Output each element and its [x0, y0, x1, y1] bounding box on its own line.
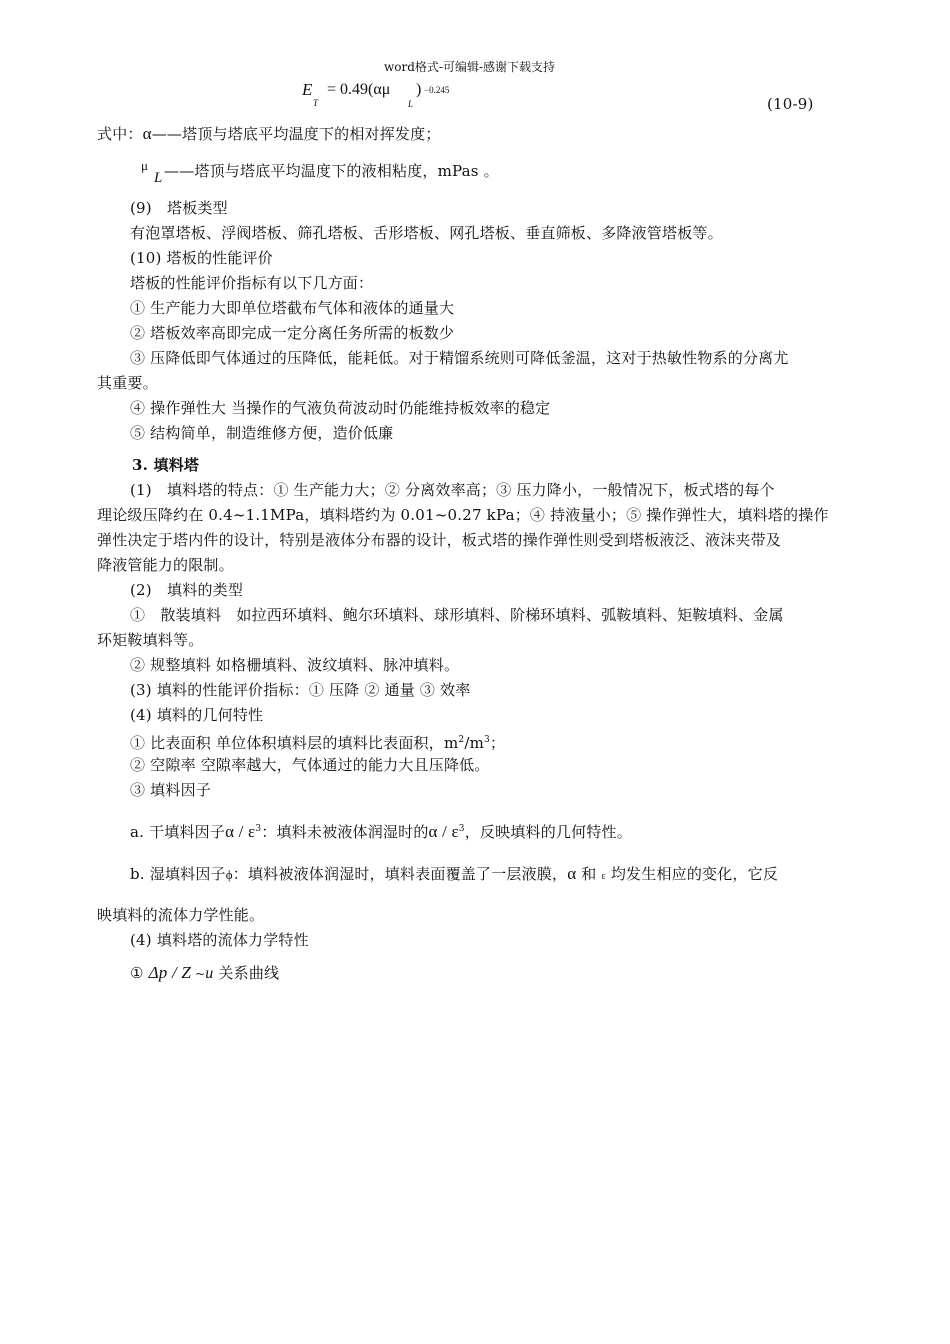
section-heading: [132, 455, 199, 475]
packed-features-line-3: 弹性决定于塔内件的设计，特别是液体分布器的设计，板式塔的操作弹性则受到塔板液泛、液沫夹带及: [97, 531, 782, 549]
dry-factor-label: a. 干填料因子: [130, 823, 226, 841]
wet-factor-label: b. 湿填料因子: [130, 865, 226, 883]
epsilon-exponent: 3: [255, 824, 262, 834]
random-packing: ① 散装填料 如拉西环填料、鲍尔环填料、球形填料、阶梯环填料、弧鞍填料、矩鞍填料、金属: [130, 606, 784, 624]
specific-surface-area: [130, 730, 505, 753]
definition-prefix: 式中：: [97, 125, 143, 143]
voidage: ② 空隙率 空隙率越大，气体通过的能力大且压降低。: [130, 756, 490, 774]
delta-p-over-z: Δp / Z: [148, 963, 191, 982]
wet-factor-end: 均发生相应的变化，它反: [605, 865, 779, 883]
alpha-over-epsilon-2: α / ε: [428, 822, 459, 841]
definition-mu-text: ——塔顶与塔底平均温度下的液相粘度，mPas 。: [164, 162, 499, 180]
packing-factor-heading: ③ 填料因子: [130, 781, 211, 799]
definition-alpha: [97, 124, 441, 144]
packing-type-heading: (2) 填料的类型: [130, 581, 244, 599]
tray-criterion-1: ① 生产能力大即单位塔截布气体和液体的通量大: [130, 299, 455, 317]
formula-close-paren: ): [416, 81, 422, 98]
random-packing-cont: 环矩鞍填料等。: [97, 631, 204, 649]
hydrodynamics-heading: (4) 填料塔的流体力学特性: [130, 931, 309, 949]
dry-factor-text: ：填料未被液体润湿时的: [261, 823, 429, 841]
packed-features-line-2: 理论级压降约在 0.4~1.1MPa，填料塔约为 0.01~0.27 kPa；④ 持液量小；⑤ 操作弹性大，填料塔的操作: [97, 506, 829, 524]
tray-type-heading: (9) 塔板类型: [130, 199, 228, 217]
alpha-symbol: α: [142, 124, 152, 143]
section-title: 填料塔: [153, 456, 200, 474]
tray-criterion-3: ③ 压降低即气体通过的压降低，能耗低。对于精馏系统则可降低釜温，这对于热敏性物系的分离尤: [130, 349, 789, 367]
tray-criterion-2: ② 塔板效率高即完成一定分离任务所需的板数少: [130, 324, 455, 342]
wet-packing-factor-cont: 映填料的流体力学性能。: [97, 906, 265, 924]
alpha-symbol-2: α: [567, 864, 577, 883]
tilde: ~: [190, 967, 206, 981]
wet-factor-text: ：填料被液体润湿时，填料表面覆盖了一层液膜，: [232, 865, 568, 883]
alpha-over-epsilon: α / ε: [225, 822, 256, 841]
formula-lhs: E: [302, 80, 313, 99]
phi-symbol: ϕ: [225, 867, 233, 882]
epsilon-exponent-2: 3: [458, 824, 465, 834]
definition-alpha-text: ——塔顶与塔底平均温度下的相对挥发度；: [151, 125, 441, 143]
u-symbol: u: [205, 965, 214, 982]
formula-exponent: −0.245: [424, 85, 450, 95]
packed-features-line-4: 降液管能力的限制。: [97, 556, 234, 574]
unit-exponent-2: 2: [458, 735, 465, 745]
specific-surface-text: ① 比表面积 单位体积填料层的填料比表面积，m: [130, 734, 459, 752]
wet-packing-factor: [130, 864, 778, 887]
mu-symbol: μ: [141, 158, 148, 173]
mu-subscript: L: [154, 170, 163, 186]
formula-mu-subscript: L: [408, 99, 414, 109]
formula-lhs-subscript: T: [313, 98, 319, 108]
equation-number: (10-9): [767, 95, 814, 113]
structured-packing: ② 规整填料 如格栅填料、波纹填料、脉冲填料。: [130, 656, 460, 674]
tray-criterion-3-cont: 其重要。: [97, 374, 158, 392]
dry-packing-factor: [130, 819, 632, 842]
curve-bullet: ①: [130, 964, 149, 982]
tray-criterion-4: ④ 操作弹性大 当操作的气液负荷波动时仍能维持板效率的稳定: [130, 399, 551, 417]
tray-type-list: 有泡罩塔板、浮阀塔板、筛孔塔板、舌形塔板、网孔塔板、垂直筛板、多降液管塔板等。: [130, 224, 723, 242]
unit-end: ；: [489, 734, 506, 752]
tray-performance-intro: 塔板的性能评价指标有以下几方面：: [130, 274, 374, 292]
page-header: word格式-可编辑-感谢下载支持: [384, 60, 556, 74]
packing-evaluation-indices: (3) 填料的性能评价指标：① 压降 ② 通量 ③ 效率: [130, 681, 471, 699]
unit-exponent-3: 3: [484, 735, 490, 745]
tray-performance-heading: (10) 塔板的性能评价: [130, 249, 273, 267]
pressure-drop-curve: [130, 963, 279, 984]
unit-mid: /m: [464, 734, 484, 752]
curve-text: 关系曲线: [213, 964, 280, 982]
section-number: 3.: [132, 456, 149, 474]
packed-features-line-1: (1) 填料塔的特点：① 生产能力大；② 分离效率高；③ 压力降小，一般情况下，板式塔的每个: [130, 481, 775, 499]
formula-body: = 0.49(αμ: [327, 81, 391, 98]
dry-factor-end: ，反映填料的几何特性。: [464, 823, 632, 841]
and-word: 和: [576, 865, 602, 883]
epsilon-symbol: ε: [601, 871, 606, 882]
packing-geometry-heading: (4) 填料的几何特性: [130, 706, 264, 724]
tray-criterion-5: ⑤ 结构简单，制造维修方便，造价低廉: [130, 424, 394, 442]
